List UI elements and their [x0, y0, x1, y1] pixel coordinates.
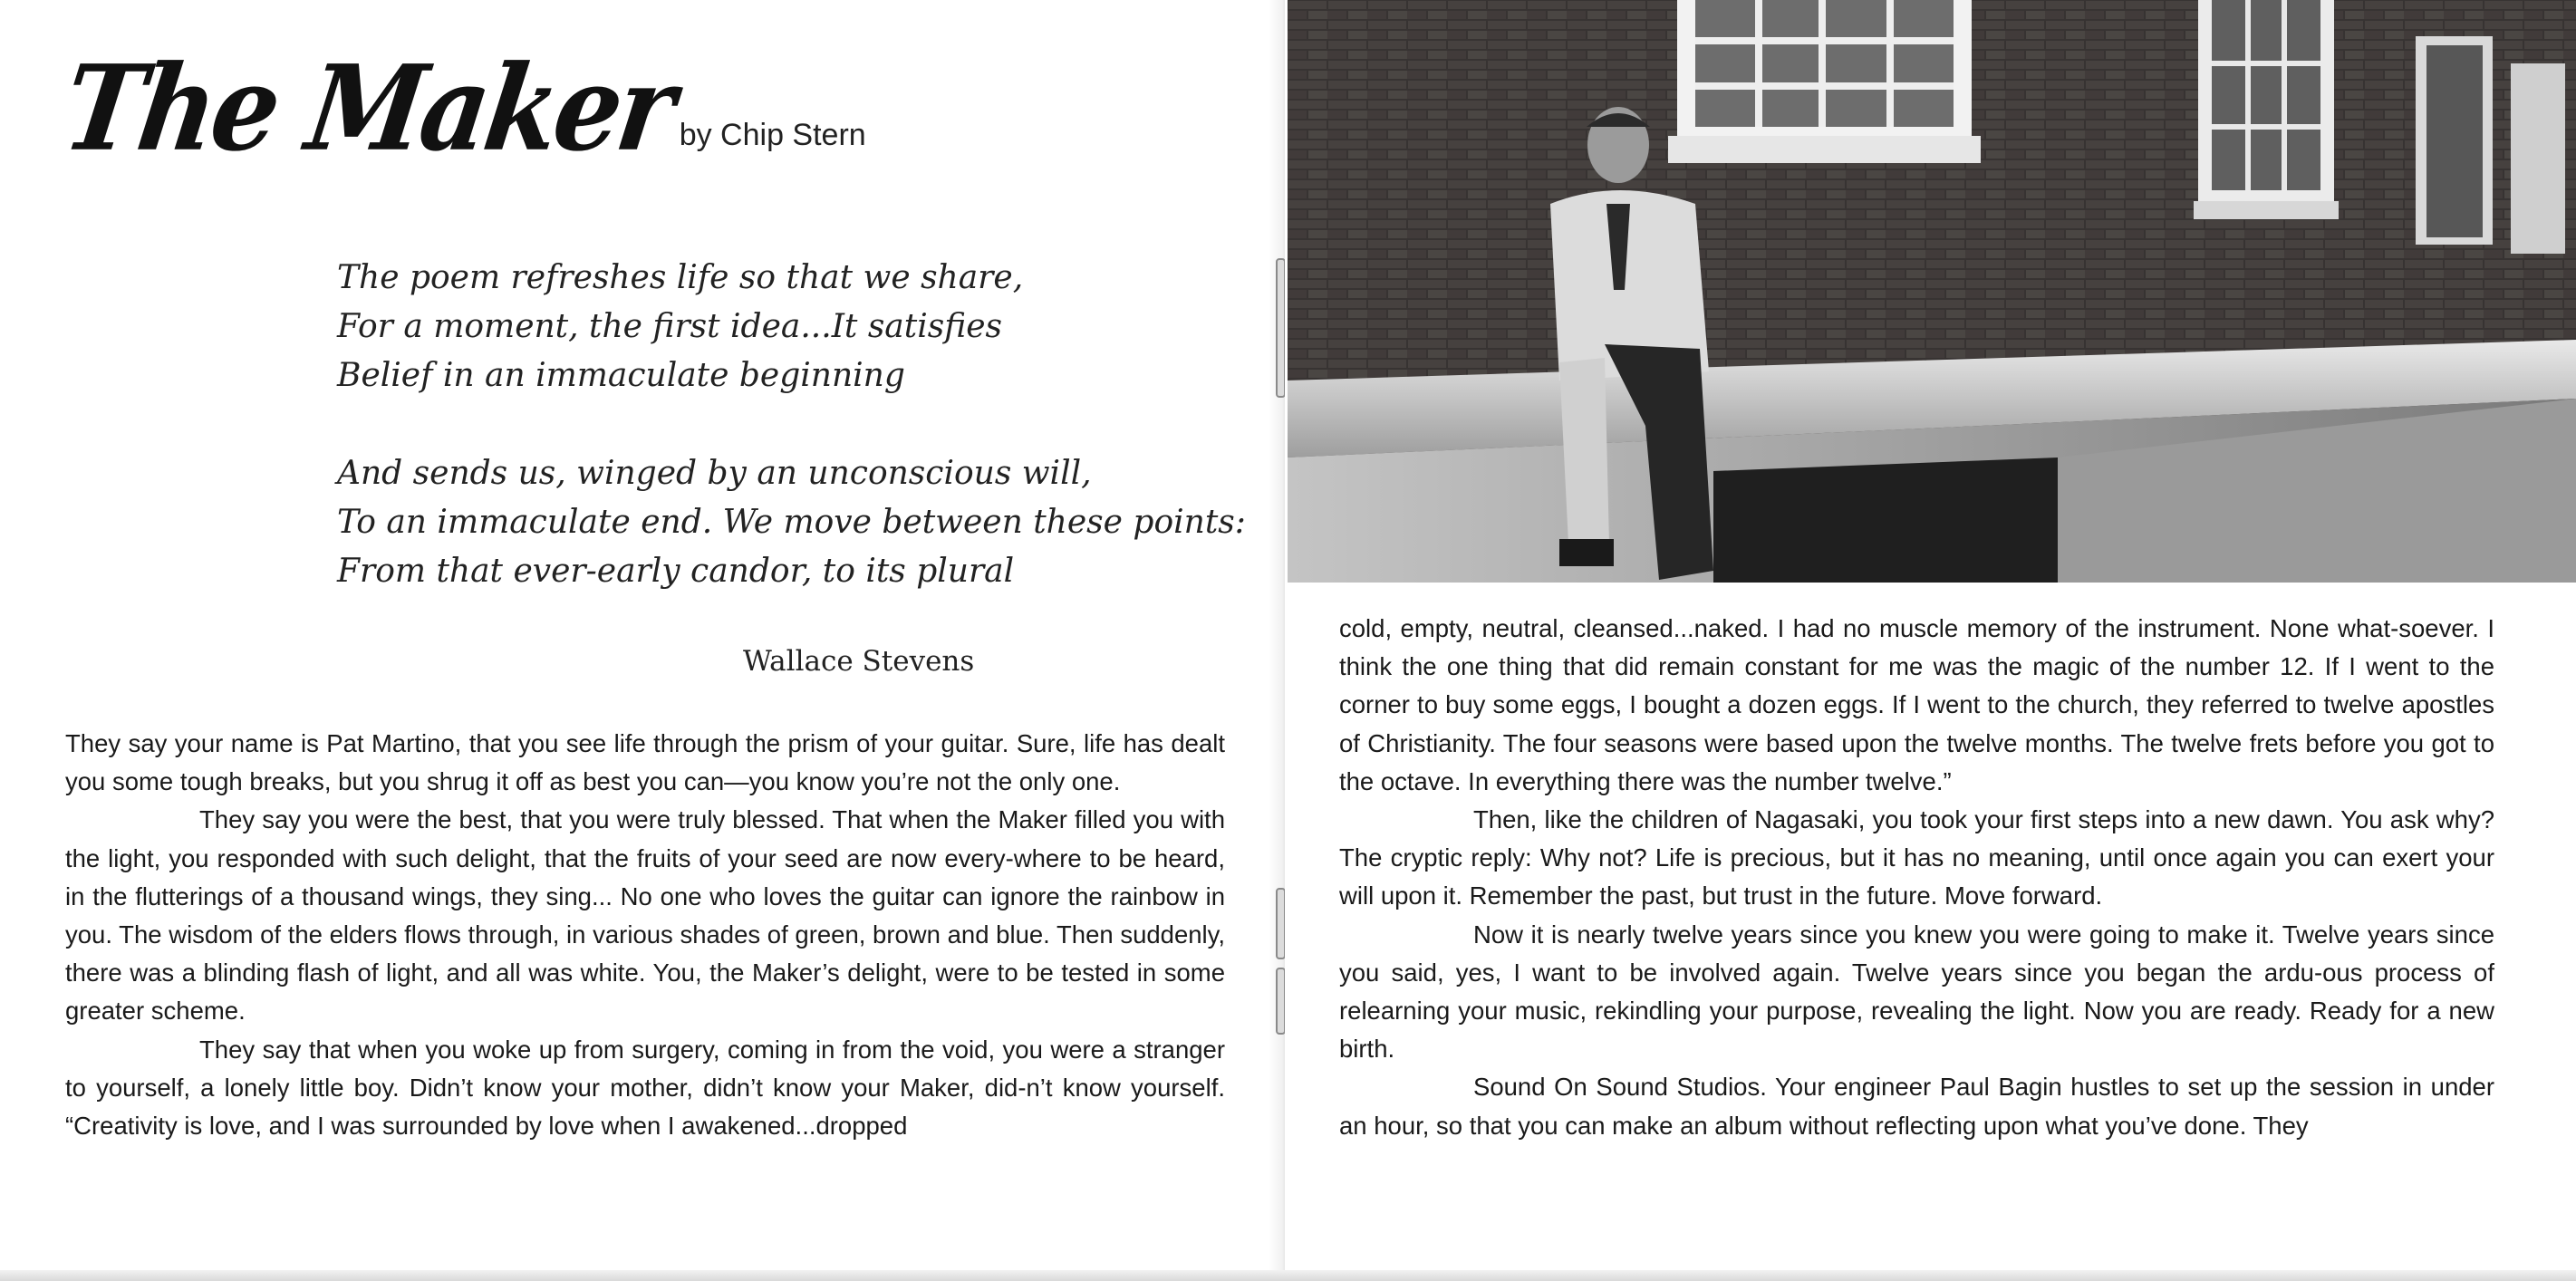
poem-line: For a moment, the first idea...It satisfies: [337, 308, 1003, 345]
portrait-photo: [1288, 0, 2576, 583]
right-body-text: [1339, 610, 2494, 1145]
poem-line: To an immaculate end. We move between these points:: [337, 504, 1246, 541]
paragraph: Sound On Sound Studios. Your engineer Paul Bagin hustles to set up the session in under an hour, so that you can make an album without reflecting upon what you’ve done. They: [1339, 1073, 2494, 1140]
poem-line: From that ever-early candor, to its plural: [337, 553, 1015, 590]
poem-line: Belief in an immaculate beginning: [337, 357, 905, 394]
paragraph: They say that when you woke up from surgery, coming in from the void, you were a stranger to yourself, a lonely little boy. Didn’t know your mother, didn’t know your Maker, did-n’t know yourself. “Creativity is love, and I was surrounded by love when I awakened...dropped: [65, 1035, 1225, 1141]
window: [2194, 0, 2339, 219]
poem-stanza: [337, 254, 1153, 400]
left-body-text: [65, 725, 1225, 1145]
byline: by Chip Stern: [679, 118, 866, 152]
poem-line: The poem refreshes life so that we share,: [337, 259, 1024, 296]
title-block: [55, 39, 866, 178]
photo-illustration: [1288, 0, 2576, 583]
poem-line: And sends us, winged by an unconscious will,: [337, 455, 1092, 492]
paragraph: Now it is nearly twelve years since you knew you were going to make it. Twelve years since you said, yes, I want to be involved again. Twelve years since you began the ardu-ous process of relearning your music, rekindling your purpose, revealing the light. Now you are ready. Ready for a new birth.: [1339, 920, 2494, 1064]
window: [2416, 36, 2565, 254]
window: [1668, 0, 1981, 163]
page-bottom-edge: [0, 1270, 2576, 1281]
left-page: [0, 0, 1285, 1272]
paragraph: They say your name is Pat Martino, that you see life through the prism of your guitar. Sure, life has dealt you some tough breaks, but you shrug it off as best you can—you know you’re not the only one.: [65, 729, 1225, 796]
paragraph: Then, like the children of Nagasaki, you took your first steps into a new dawn. You ask why? The cryptic reply: Why not? Life is precious, but it has no meaning, until once again you can exert your will upon it. Remember the past, but trust in the future. Move forward.: [1339, 805, 2494, 910]
page-title: The Maker: [55, 39, 680, 178]
poem-stanza: [337, 449, 1246, 596]
paragraph: They say you were the best, that you were truly blessed. That when the Maker filled you with the light, you responded with such delight, that the fruits of your seed are now every-where to be heard, in the flutterings of a thousand wings, they sing... No one who loves the guitar can ignore the rainbow in you. The wisdom of the elders flows through, in various shades of green, brown and blue. Then suddenly, there was a blinding flash of light, and all was white. You, the Maker’s delight, were to be tested in some greater scheme.: [65, 805, 1225, 1026]
epigraph-poem: [337, 254, 1246, 645]
paragraph: cold, empty, neutral, cleansed...naked. I had no muscle memory of the instrument. None what-soever. I think the one thing that did remain constant for me was the magic of the number 12. If I went to the corner to buy some eggs, I bought a dozen eggs. If I went to the church, they referred to twelve apostles of Christianity. The four seasons were based upon the twelve months. The twelve frets before you got to the octave. In everything there was the number twelve.”: [1339, 614, 2494, 795]
poem-attribution: Wallace Stevens: [743, 645, 975, 678]
